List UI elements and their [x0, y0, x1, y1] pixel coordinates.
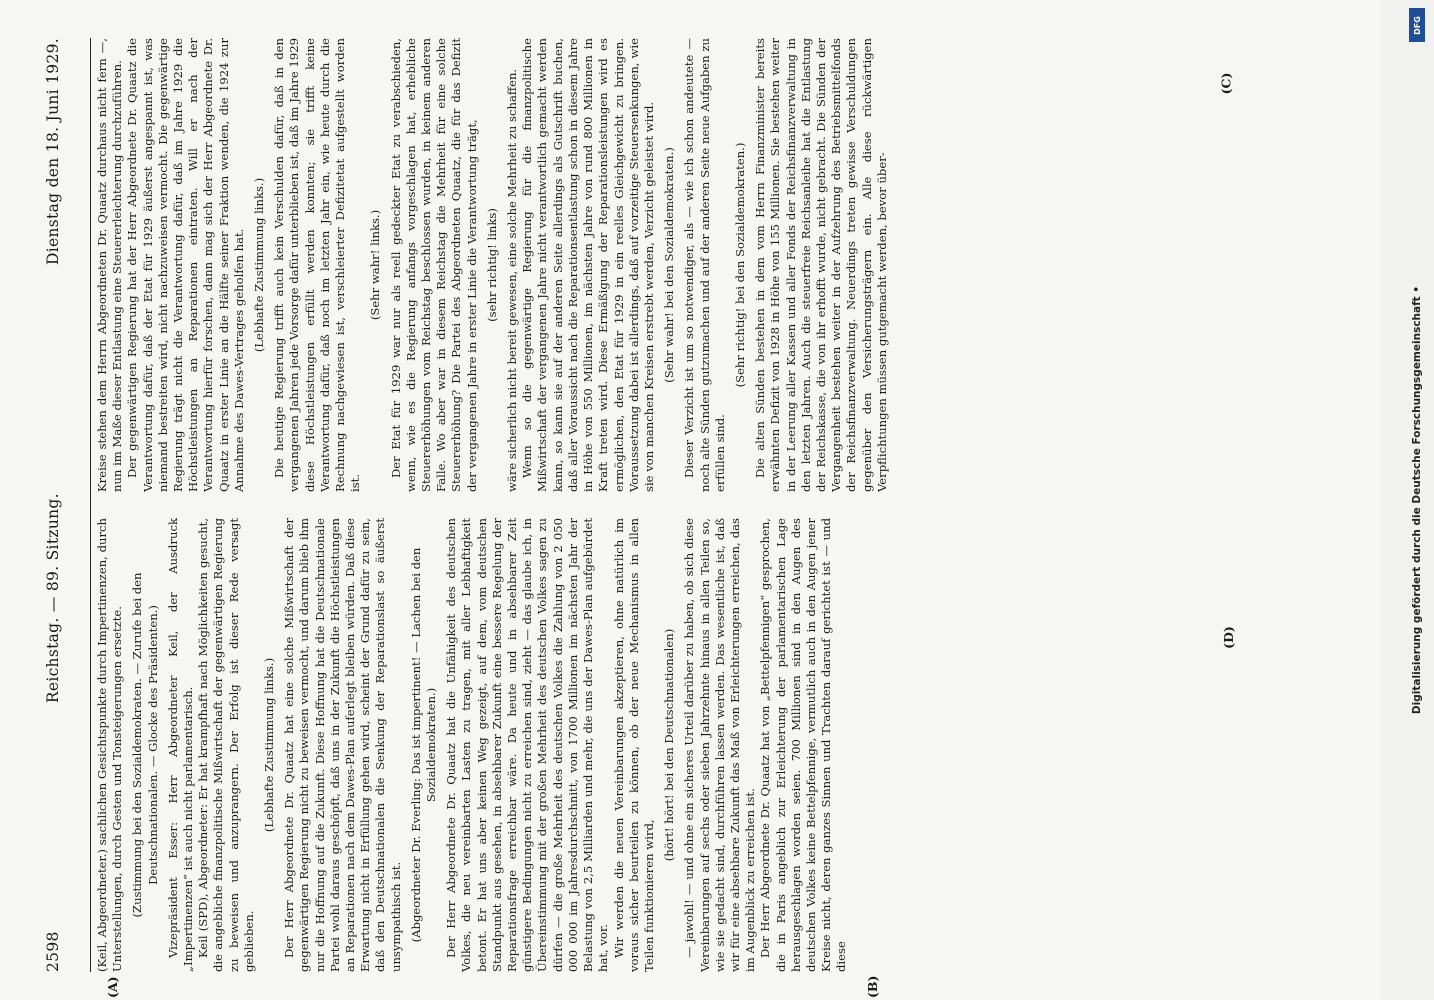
page-header — [0, 38, 91, 972]
page-number: 2598 — [44, 931, 62, 972]
paragraph: Der Etat für 1929 war nur als reell gedeckter Etat zu verabschieden, wenn, wie es die Regierung anfangs vorgeschlagen hat, erhebliche Steuererhöhungen vom Reichstag beschlossen wurden, in keinem anderen Falle. Wo aber war in diesem Reichstag die Mehrheit für eine solche Steuererhöhung? Die Partei des Abgeordneten Quaatz, die für das Defizit der vergangenen Jahre in erster Linie die Verantwortung trägt, — [388, 38, 479, 492]
interjection: (Sehr richtig! bei den Sozialdemokraten.) — [732, 142, 747, 388]
interjection: (Zustimmung bei den Sozialdemokraten. — Zurufe bei den Deutschnationalen. — Glocke des Präsidenten.) — [130, 572, 160, 918]
margin-marker-d: (D) — [1220, 626, 1236, 649]
margin-marker-b: (B) — [865, 975, 880, 998]
digitization-stamp — [1406, 0, 1428, 1000]
paragraph: Kreise stehen dem Herrn Abgeordneten Dr. Quaatz durchaus nicht fern —, nun im Maße dieser Entlastung eine Steuererleichterung durchzuführen. — [95, 38, 125, 492]
paragraph: wäre sicherlich nicht bereit gewesen, eine solche Mehrheit zu schaffen. — [505, 68, 520, 492]
paragraph: — jawohl! — und ohne ein sicheres Urteil darüber zu haben, ob sich diese Vereinbarungen auf sechs oder sieben Jahrzehnte hinaus in allen Teilen so, wie sie gedacht sind, durchführen lassen werden. Das wesentliche ist, daß wir für eine absehbare Zukunft das Maß von Erleichterungen erreichen, das im Augenblick zu erreichen ist. — [682, 518, 758, 972]
paragraph: Keil (SPD), Abgeordneter: Er hat krampfhaft nach Möglichkeiten gesucht, die angebliche finanzpolitische Mißwirtschaft der gegenwärtigen Regierung zu beweisen und anzuprangern. Der Erfolg ist dieser Rede versagt geblieben. — [196, 518, 256, 972]
paragraph: Der Herr Abgeordnete Dr. Quaatz hat von „Bettelpfennigen“ gesprochen, die in Paris angeblich zur Erleichterung der parlamentarischen Lage herausgeschlagen worden seien. 700 Millionen sind in den Augen des deutschen Volkes keine Bettelpfennige, vermutlich auch in den Augen jener Kreise nicht, deren ganzes Sinnen und Trachten darauf gerichtet ist — und diese — [758, 518, 849, 972]
interjection: (Lebhafte Zustimmung links.) — [252, 177, 267, 353]
interjection: (Abgeordneter Dr. Everling: Das ist impertinent! — Lachen bei den Sozialdemokraten.) — [408, 547, 439, 943]
dfg-logo: DFG — [1409, 8, 1425, 42]
margin-marker-c: (C) — [1218, 72, 1234, 95]
paragraph: Der Herr Abgeordnete Dr. Quaatz hat eine solche Mißwirtschaft der gegenwärtigen Regierung nicht zu beweisen vermocht, und darum blieb ihm nur die Hoffnung auf die Zukunft. Diese Hoffnung hat die Deutschnationale Partei wohl daraus geschöpft, daß uns in der Zukunft die Höchstleistungen an Reparationen nach dem Dawes-Plan auferlegt bleiben würden. Daß diese Erwartung nicht in Erfüllung gehen wird, scheint der Grund dafür zu sein, daß den Deutschnationalen die Senkung der Reparationslast so äußerst unsympathisch ist. — [282, 518, 403, 972]
left-column — [95, 518, 1315, 998]
stamp-text: Digitalisierung gefördert durch die Deutsche Forschungsgemeinschaft • — [1411, 285, 1423, 715]
interjection: (hört! hört! bei den Deutschnationalen) — [662, 628, 677, 862]
interjection: (Lebhafte Zustimmung links.) — [262, 657, 277, 833]
interjection: (sehr richtig! links) — [484, 208, 499, 322]
paragraph: (Keil, Abgeordneter.) sachlichen Gesichtspunkte durch Impertinenzen, durch Unterstellungen, durch Gesten und Tonsteigerungen ersetzte. — [95, 518, 125, 972]
paragraph: Wir werden die neuen Vereinbarungen akzeptieren, ohne natürlich im voraus sicher beurteilen zu können, ob der neue Mechanismus in allen Teilen funktionieren wird, — [611, 518, 656, 972]
paragraph: Die alten Sünden bestehen in dem vom Herrn Finanzminister bereits erwähnten Defizit von 1928 in Höhe von 155 Millionen. Sie bestehen weiter in der Leerung aller Kassen und aller Fonds der Reichsfinanzverwaltung in den letzten Jahren. Auch die steuerfreie Reichsanleihe hat die Entlastung der Reichskasse, die von ihr erhofft wurde, nicht gebracht. Die Sünden der Vergangenheit bestehen weiter in der Aufzehrung des Betriebsmittelfonds der Reichsfinanzverwaltung. Neuerdings treten gewisse Verschuldungen gegenüber den Versicherungsträgern ein. Alle diese rückwärtigen Verpflichtungen müssen gutgemacht werden, bevor über- — [753, 38, 889, 492]
paragraph: Der Herr Abgeordnete Dr. Quaatz hat die Unfähigkeit des deutschen Volkes, die neu vereinbarten Lasten zu tragen, mit aller Lebhaftigkeit betont. Er hat uns aber keinen Weg gezeigt, auf dem, vom deutschen Standpunkt aus gesehen, in absehbarer Zukunft eine bessere Regelung der Reparationsfrage erreichbar wäre. Da heute und in absehbarer Zeit günstigere Bedingungen nicht zu erreichen sind, zieht — das glaube ich, in Übereinstimmung mit der großen Mehrheit des deutschen Volkes sagen zu dürfen — die große Mehrheit des deutschen Volkes die Zahlung von 2 050 000 000 im Jahresdurchschnitt, von 1700 Millionen im nächsten Jahr der Belastung von 2,5 Milliarden und mehr, die uns der Dawes-Plan aufgebürdet hat, vor. — [444, 518, 611, 972]
right-column — [95, 38, 1315, 492]
paragraph: Der gegenwärtigen Regierung hat der Herr Abgeordnete Dr. Quaatz die Verantwortung dafür, daß der Etat für 1929 äußerst angespannt ist, was niemand bestreiten wird, nicht nachzuweisen vermocht. Die gegenwärtige Regierung trägt nicht die Verantwortung dafür, daß im Jahre 1929 die Höchstleistungen an Reparationen eintraten. Will er nach der Verantwortung hierfür forschen, dann mag sich der Herr Abgeordnete Dr. Quaatz in erster Linie an die Hälfte seiner Fraktion wenden, die 1924 zur Annahme des Dawes-Vertrages geholfen hat. — [125, 38, 246, 492]
header-session: Reichstag. — 89. Sitzung. — [44, 493, 62, 704]
paragraph: Wenn so die gegenwärtige Regierung für die finanzpolitische Mißwirtschaft der vergangenen Jahre nicht verantwortlich gemacht werden kann, so kann sie auf der anderen Seite allerdings als Gutschrift buchen, daß aller Voraussicht nach die Reparationsentlastung schon in diesem Jahre in Höhe von 550 Millionen, im nächsten Jahre von rund 800 Millionen in Kraft treten wird. Diese Ermäßigung der Reparationsleistungen wird es ermöglichen, den Etat für 1929 in ein reelles Gleichgewicht zu bringen. Voraussetzung dabei ist allerdings, daß auf vorzeitige Steuersenkungen, wie sie von manchen Kreisen erstrebt werden, Verzicht geleistet wird. — [520, 38, 656, 492]
interjection: (Sehr wahr! bei den Sozialdemokraten.) — [662, 147, 677, 383]
paragraph: Die heutige Regierung trifft auch kein Verschulden dafür, daß in den vergangenen Jahren jede Vorsorge dafür unterblieben ist, daß im Jahre 1929 diese Höchstleistungen erfüllt werden konnten; sie trifft keine Verantwortung dafür, daß noch im letzten Jahr ein, wie heute durch die Rechnung nachgewiesen ist, verschleierter Defizitetat aufgestellt worden ist. — [272, 38, 363, 492]
margin-marker-a: (A) — [105, 976, 120, 998]
paragraph: Dieser Verzicht ist um so notwendiger, als — wie ich schon andeutete — noch alte Sünden gutzumachen und auf der anderen Seite neue Aufgaben zu erfüllen sind. — [682, 38, 727, 492]
interjection: (Sehr wahr! links.) — [368, 209, 383, 321]
text-columns — [91, 38, 1315, 998]
header-date: Dienstag den 18. Juni 1929. — [44, 38, 62, 265]
paragraph: Vizepräsident Esser: Herr Abgeordneter Keil, der Ausdruck „Impertinenzen“ ist auch nicht parlamentarisch. — [165, 518, 196, 972]
